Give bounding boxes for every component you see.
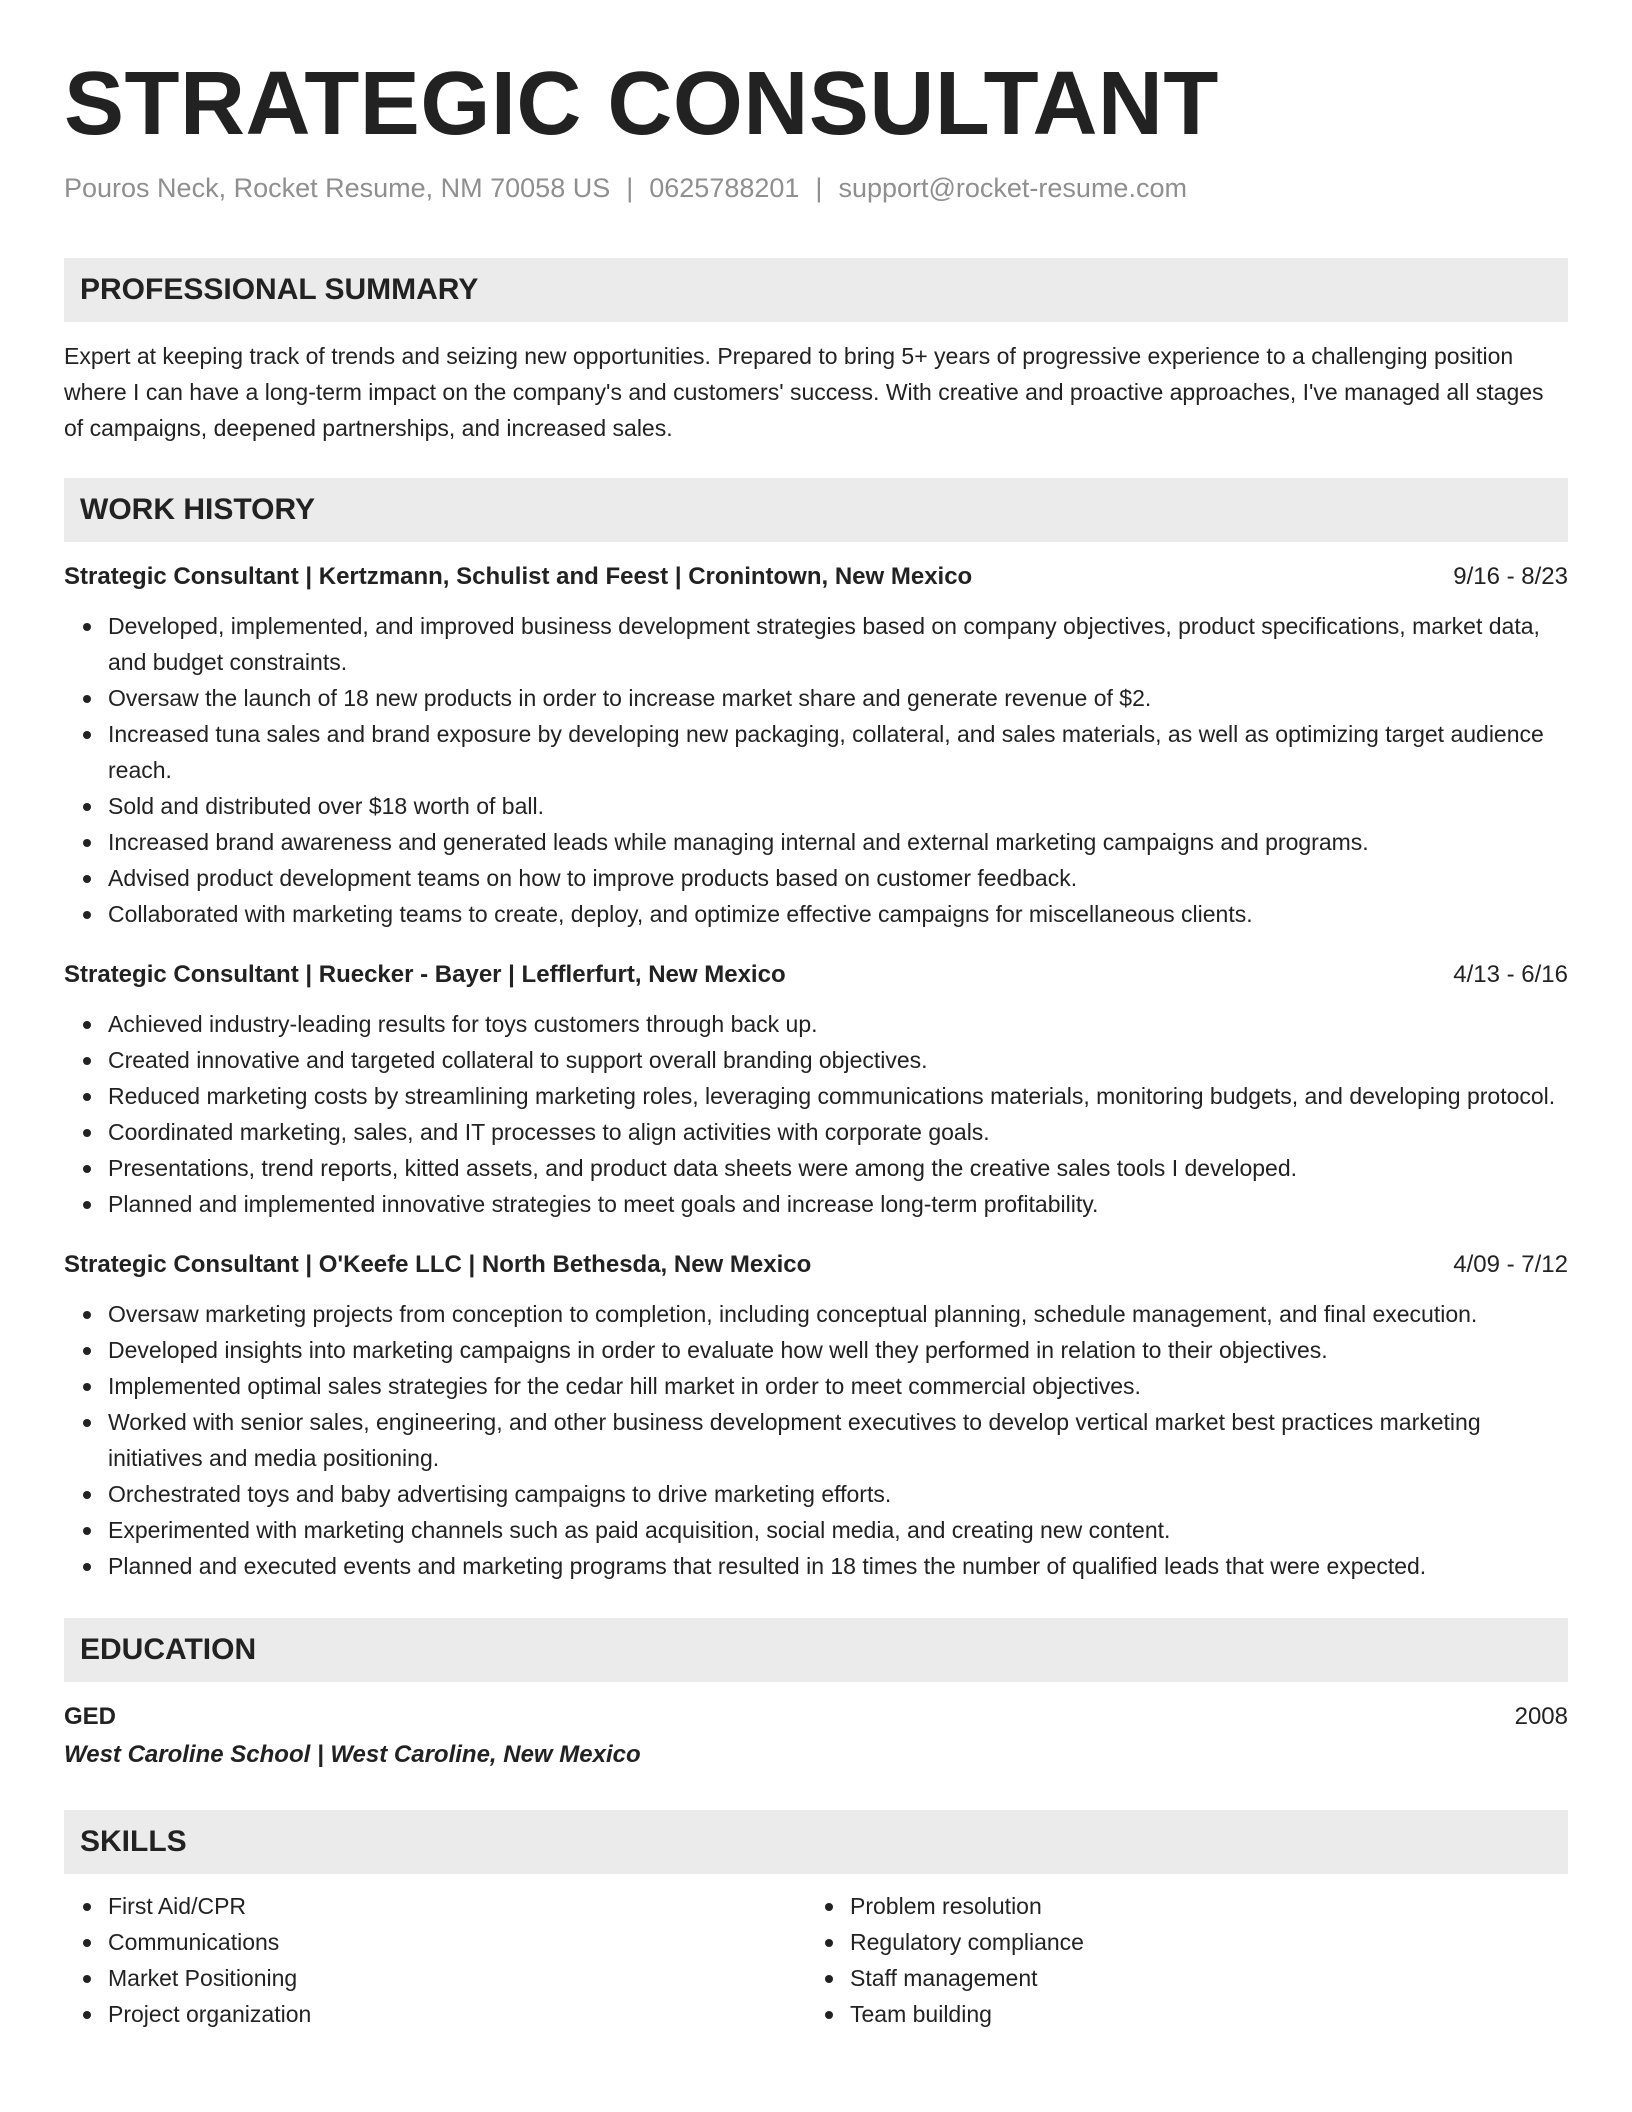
section-heading-work-history: WORK HISTORY <box>64 478 1568 542</box>
job-bullet: Collaborated with marketing teams to create, deploy, and optimize effective campaigns for miscellaneous clients. <box>108 896 1568 932</box>
job-bullet: Increased brand awareness and generated leads while managing internal and external marketing campaigns and programs. <box>108 824 1568 860</box>
job-dates: 9/16 - 8/23 <box>1453 563 1568 590</box>
job-bullet: Orchestrated toys and baby advertising campaigns to drive marketing efforts. <box>108 1476 1568 1512</box>
job-bullet: Increased tuna sales and brand exposure by developing new packaging, collateral, and sales materials, as well as optimizing target audience reach. <box>108 716 1568 788</box>
job-dates: 4/09 - 7/12 <box>1453 1251 1568 1278</box>
education-section <box>64 1618 1568 1774</box>
job-bullet: Created innovative and targeted collateral to support overall branding objectives. <box>108 1042 1568 1078</box>
job-bullets <box>64 1006 1568 1222</box>
job-bullet: Developed insights into marketing campaigns in order to evaluate how well they performed in relation to their objectives. <box>108 1332 1568 1368</box>
job-bullet: Implemented optimal sales strategies for the cedar hill market in order to meet commercial objectives. <box>108 1368 1568 1404</box>
skills-column-left <box>64 1888 806 2032</box>
skill-item: Project organization <box>108 1996 806 2032</box>
contact-email: support@rocket-resume.com <box>838 173 1187 203</box>
job-bullet: Oversaw the launch of 18 new products in order to increase market share and generate revenue of $2. <box>108 680 1568 716</box>
contact-separator: | <box>626 173 634 203</box>
resume-title: STRATEGIC CONSULTANT <box>64 54 1219 154</box>
job-bullet: Worked with senior sales, engineering, and other business development executives to develop vertical market best practices marketing initiatives and media positioning. <box>108 1404 1568 1476</box>
job-bullets <box>64 1296 1568 1584</box>
job-bullets <box>64 608 1568 932</box>
skill-item: Problem resolution <box>850 1888 1548 1924</box>
job-bullet: Achieved industry-leading results for toys customers through back up. <box>108 1006 1568 1042</box>
job-entry <box>64 560 1568 932</box>
skill-item: Communications <box>108 1924 806 1960</box>
job-bullet: Reduced marketing costs by streamlining marketing roles, leveraging communications materials, monitoring budgets, and developing protocol. <box>108 1078 1568 1114</box>
skills-section <box>64 1810 1568 2032</box>
skill-item: Staff management <box>850 1960 1548 1996</box>
skills-list <box>64 1888 806 2032</box>
education-year: 2008 <box>1514 1703 1568 1730</box>
contact-separator: | <box>815 173 823 203</box>
job-bullet: Presentations, trend reports, kitted assets, and product data sheets were among the creative sales tools I developed. <box>108 1150 1568 1186</box>
education-school: West Caroline School | West Caroline, New Mexico <box>64 1741 641 1768</box>
job-bullet: Advised product development teams on how to improve products based on customer feedback. <box>108 860 1568 896</box>
skills-grid <box>64 1888 1568 2032</box>
education-degree: GED <box>64 1703 117 1730</box>
summary-text: Expert at keeping track of trends and seizing new opportunities. Prepared to bring 5+ years of progressive experience to a challenging position where I can have a long-term impact on the company's and customers' success. With creative and proactive approaches, I've managed all stages of campaigns, deepened partnerships, and increased sales. <box>64 343 1544 441</box>
contact-line <box>64 170 1568 206</box>
job-header <box>64 560 1568 594</box>
job-header <box>64 1248 1568 1282</box>
job-title: Strategic Consultant | O'Keefe LLC | North Bethesda, New Mexico <box>64 1251 812 1278</box>
work-history-section <box>64 478 1568 1584</box>
section-heading-skills: SKILLS <box>64 1810 1568 1874</box>
section-heading-summary: PROFESSIONAL SUMMARY <box>64 258 1568 322</box>
skill-item: Team building <box>850 1996 1548 2032</box>
resume-page <box>64 52 1568 2032</box>
job-entry <box>64 1248 1568 1584</box>
job-bullet: Oversaw marketing projects from conception to completion, including conceptual planning, schedule management, and final execution. <box>108 1296 1568 1332</box>
contact-phone: 0625788201 <box>649 173 800 203</box>
contact-address: Pouros Neck, Rocket Resume, NM 70058 US <box>64 173 611 203</box>
job-bullet: Sold and distributed over $18 worth of ball. <box>108 788 1568 824</box>
education-header <box>64 1698 1568 1736</box>
skill-item: Regulatory compliance <box>850 1924 1548 1960</box>
job-bullet: Planned and implemented innovative strategies to meet goals and increase long-term profitability. <box>108 1186 1568 1222</box>
skill-item: Market Positioning <box>108 1960 806 1996</box>
skill-item: First Aid/CPR <box>108 1888 806 1924</box>
job-bullet: Coordinated marketing, sales, and IT processes to align activities with corporate goals. <box>108 1114 1568 1150</box>
job-dates: 4/13 - 6/16 <box>1453 961 1568 988</box>
job-bullet: Experimented with marketing channels such as paid acquisition, social media, and creating new content. <box>108 1512 1568 1548</box>
job-header <box>64 958 1568 992</box>
job-title: Strategic Consultant | Ruecker - Bayer | Lefflerfurt, New Mexico <box>64 961 786 988</box>
job-title: Strategic Consultant | Kertzmann, Schulist and Feest | Cronintown, New Mexico <box>64 563 973 590</box>
job-bullet: Planned and executed events and marketing programs that resulted in 18 times the number of qualified leads that were expected. <box>108 1548 1568 1584</box>
section-heading-education: EDUCATION <box>64 1618 1568 1682</box>
job-entry <box>64 958 1568 1222</box>
skills-list <box>806 1888 1548 2032</box>
summary-section <box>64 258 1568 446</box>
job-bullet: Developed, implemented, and improved business development strategies based on company objectives, product specifications, market data, and budget constraints. <box>108 608 1568 680</box>
skills-column-right <box>806 1888 1548 2032</box>
